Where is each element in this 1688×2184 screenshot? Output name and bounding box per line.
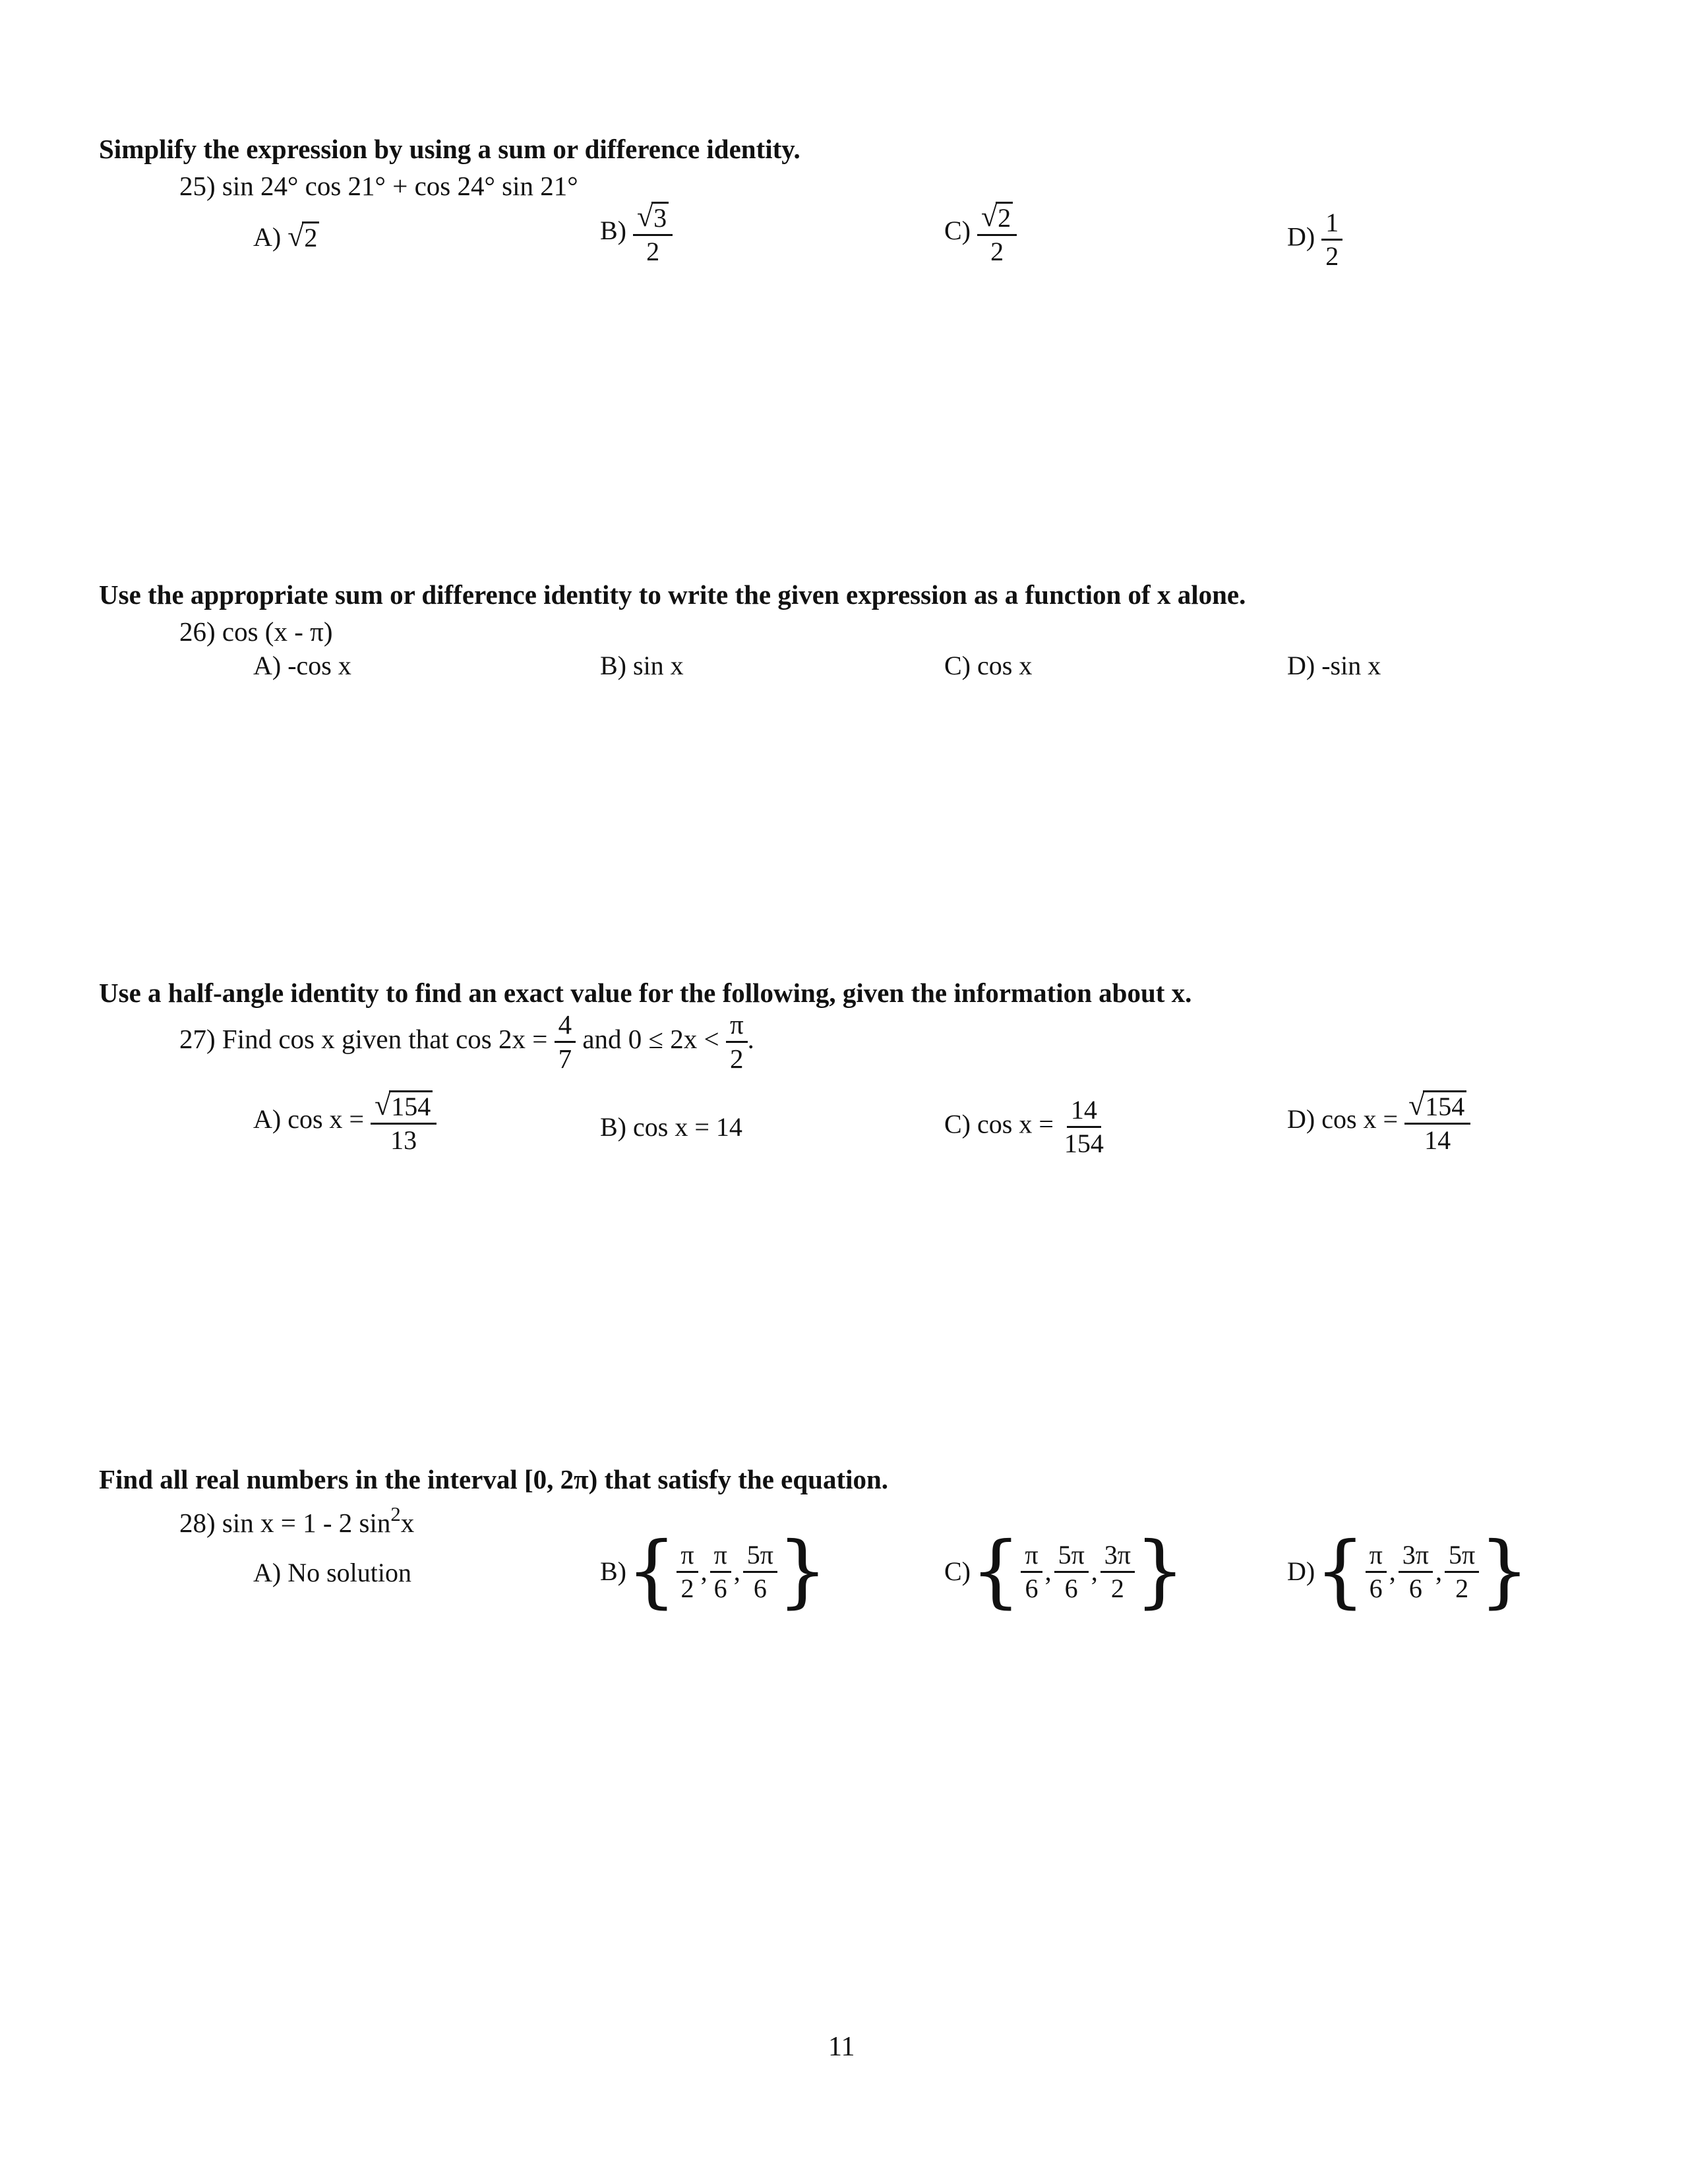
option-label: C) xyxy=(944,216,971,246)
denominator: 7 xyxy=(558,1044,572,1074)
option-label: A) cos x = xyxy=(253,1104,365,1135)
denominator: 6 xyxy=(753,1573,767,1603)
option-27-a xyxy=(253,1090,437,1154)
question-mid: and 0 ≤ 2x < xyxy=(582,1023,719,1054)
fraction xyxy=(1021,1539,1042,1603)
denominator: 6 xyxy=(1408,1573,1422,1603)
right-brace: } xyxy=(1479,1525,1530,1617)
fraction xyxy=(726,1011,748,1073)
radicand: 2 xyxy=(302,221,319,251)
instruction-26: Use the appropriate sum or difference identity to write the given expression as a function of x alone. xyxy=(99,579,1246,610)
radicand: 154 xyxy=(389,1090,433,1120)
numerator: 4 xyxy=(555,1011,576,1043)
denominator: 2 xyxy=(1325,241,1339,271)
right-brace: } xyxy=(777,1525,828,1617)
fraction xyxy=(1445,1539,1479,1603)
denominator: 6 xyxy=(1369,1573,1383,1603)
fraction: √ 2 2 xyxy=(977,202,1017,265)
numerator: 5π xyxy=(1445,1542,1479,1573)
fraction xyxy=(1366,1539,1387,1603)
denominator: 6 xyxy=(1025,1573,1039,1603)
numerator: 1 xyxy=(1321,210,1342,241)
numerator: 5π xyxy=(743,1542,777,1573)
right-brace: } xyxy=(1134,1525,1186,1617)
fraction xyxy=(677,1539,698,1603)
option-26-a: A) -cos x xyxy=(253,651,351,680)
question-suffix: x xyxy=(400,1507,415,1538)
question-25: 25) sin 24° cos 21° + cos 24° sin 21° xyxy=(179,171,578,201)
numerator: π xyxy=(710,1542,731,1573)
sqrt: √ 2 xyxy=(287,221,319,251)
denominator: 154 xyxy=(1064,1129,1104,1158)
fraction xyxy=(1321,210,1342,270)
denominator: 2 xyxy=(1110,1573,1124,1603)
denominator: 2 xyxy=(1455,1573,1469,1603)
fraction xyxy=(555,1011,576,1073)
option-27-b: B) cos x = 14 xyxy=(600,1112,742,1142)
option-27-d xyxy=(1287,1090,1470,1154)
option-label: B) xyxy=(600,1556,626,1586)
radicand: 154 xyxy=(1423,1090,1466,1120)
question-prefix: 27) Find cos x given that cos 2x = xyxy=(179,1023,548,1054)
numerator: π xyxy=(726,1011,748,1043)
numerator: 3π xyxy=(1100,1542,1135,1573)
fraction: √ 154 14 xyxy=(1404,1090,1470,1154)
denominator: 13 xyxy=(390,1125,417,1155)
fraction xyxy=(743,1539,777,1603)
question-27 xyxy=(179,1011,754,1073)
option-28-b: B) { $\frac{\pi}{2}$ , $\frac{\pi}{6}$ , $\frac{5\pi}{6}$ } xyxy=(600,1525,828,1617)
option-28-d: D) { $\frac{\pi}{6}$ , $\frac{3\pi}{6}$ , $\frac{5\pi}{2}$ } xyxy=(1287,1525,1530,1617)
numerator: 14 xyxy=(1067,1097,1101,1128)
instruction-27: Use a half-angle identity to find an exact value for the following, given the information about x. xyxy=(99,978,1192,1008)
denominator: 6 xyxy=(713,1573,727,1603)
superscript: 2 xyxy=(390,1503,401,1525)
page-number: 11 xyxy=(828,2032,855,2062)
denominator: 6 xyxy=(1064,1573,1078,1603)
numerator: π xyxy=(1366,1542,1387,1573)
left-brace: { xyxy=(1315,1525,1366,1617)
question-end: . xyxy=(747,1023,754,1054)
numerator: 5π xyxy=(1054,1542,1089,1573)
denominator: 2 xyxy=(646,237,660,266)
option-26-b: B) sin x xyxy=(600,651,684,680)
option-label: C) cos x = xyxy=(944,1109,1054,1139)
fraction xyxy=(1060,1097,1108,1157)
option-label: A) xyxy=(253,222,282,252)
question-prefix: 28) sin x = 1 - 2 sin xyxy=(179,1507,391,1538)
question-28 xyxy=(179,1504,414,1537)
denominator: 14 xyxy=(1424,1125,1451,1155)
fraction xyxy=(1054,1539,1089,1603)
option-25-d xyxy=(1287,210,1342,270)
radicand: 3 xyxy=(651,202,669,231)
option-label: B) xyxy=(600,216,626,246)
option-27-c xyxy=(944,1097,1108,1157)
option-28-a: A) No solution xyxy=(253,1558,411,1587)
option-label: D) cos x = xyxy=(1287,1104,1399,1135)
denominator: 2 xyxy=(990,237,1004,266)
fraction xyxy=(710,1539,731,1603)
question-26: 26) cos (x - π) xyxy=(179,616,333,647)
option-label: C) xyxy=(944,1556,971,1586)
denominator: 2 xyxy=(730,1044,744,1074)
left-brace: { xyxy=(626,1525,677,1617)
left-brace: { xyxy=(971,1525,1021,1617)
numerator: 3π xyxy=(1399,1542,1433,1573)
option-28-c: C) { $\frac{\pi}{6}$ , $\frac{5\pi}{6}$ , $\frac{3\pi}{2}$ } xyxy=(944,1525,1186,1617)
instruction-25: Simplify the expression by using a sum or difference identity. xyxy=(99,134,800,164)
fraction: √ 154 13 xyxy=(371,1090,437,1154)
option-26-c: C) cos x xyxy=(944,651,1033,680)
option-25-b xyxy=(600,202,673,265)
option-25-a xyxy=(253,221,319,251)
option-25-c xyxy=(944,202,1017,265)
denominator: 2 xyxy=(680,1573,694,1603)
fraction: √ 3 2 xyxy=(633,202,673,265)
fraction xyxy=(1100,1539,1135,1603)
fraction xyxy=(1399,1539,1433,1603)
numerator: π xyxy=(677,1542,698,1573)
option-label: D) xyxy=(1287,221,1315,252)
option-label: D) xyxy=(1287,1556,1315,1586)
numerator: π xyxy=(1021,1542,1042,1573)
radicand: 2 xyxy=(996,202,1013,231)
option-26-d: D) -sin x xyxy=(1287,651,1381,680)
instruction-28: Find all real numbers in the interval [0, 2π) that satisfy the equation. xyxy=(99,1464,889,1494)
